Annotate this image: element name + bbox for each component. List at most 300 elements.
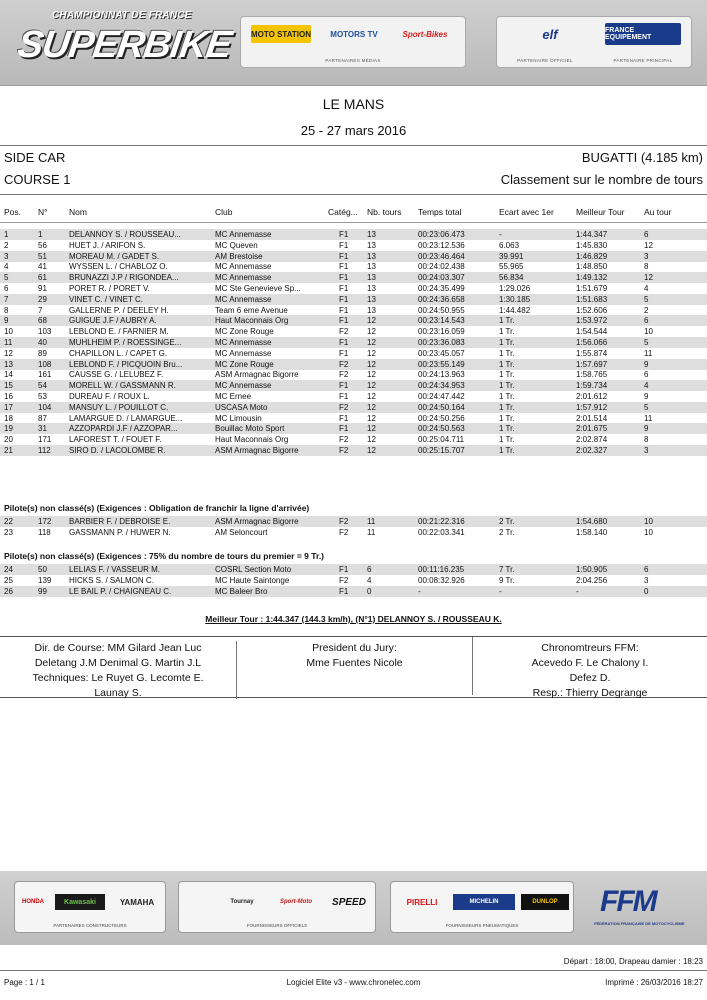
cell-temps: 00:24:50.955 <box>418 305 465 315</box>
cell-au-tour: 4 <box>644 284 649 293</box>
kawasaki-logo: Kawasaki <box>55 894 105 910</box>
cell-best: 1:51.683 <box>576 294 608 304</box>
cell-temps: 00:23:14.543 <box>418 316 465 326</box>
cell-best: 1:59.734 <box>576 381 608 391</box>
cell-num: 1 <box>38 230 43 239</box>
event-venue: LE MANS <box>322 96 385 112</box>
cell-temps: 00:24:50.256 <box>418 413 465 423</box>
cell-best: 1:54.680 <box>576 517 608 526</box>
cell-tours: 11 <box>367 527 376 537</box>
cell-best: 1:58.765 <box>576 370 608 380</box>
cell-cat: F2 <box>339 327 349 337</box>
cell-nom: VINET C. / VINET C. <box>69 294 143 304</box>
cell-ecart: 1 Tr. <box>499 316 515 326</box>
cell-pos: 1 <box>4 230 9 239</box>
official-line: Acevedo F. Le Chalony I. <box>531 657 649 669</box>
cell-cat: F1 <box>339 381 349 391</box>
cell-temps: 00:24:02.438 <box>418 262 465 272</box>
official-line: President du Jury: <box>312 642 397 654</box>
software-credit: Logiciel Elite v3 - www.chronelec.com <box>286 978 421 987</box>
cell-club: AM Seloncourt <box>215 527 268 537</box>
cell-tours: 12 <box>367 446 376 455</box>
cell-nom: CAUSSE G. / LELUBEZ F. <box>69 370 164 380</box>
official-line: Launay S. <box>94 687 142 699</box>
page-number: Page : 1 / 1 <box>4 978 45 987</box>
cell-au-tour: 3 <box>644 251 649 261</box>
dunlop-logo: DUNLOP <box>521 894 569 910</box>
yamaha-logo: YAMAHA <box>119 897 155 907</box>
cell-num: 31 <box>38 424 47 434</box>
cell-pos: 6 <box>4 284 9 293</box>
cell-cat: F1 <box>339 305 349 315</box>
cell-pos: 16 <box>4 392 13 401</box>
cell-au-tour: 3 <box>644 446 649 455</box>
pirelli-logo: PIRELLI <box>406 897 438 907</box>
cell-tours: 12 <box>367 424 376 434</box>
cell-best: 1:55.874 <box>576 348 608 358</box>
col-header-au-tour: Au tour <box>644 207 672 217</box>
cell-ecart: 1 Tr. <box>499 413 515 423</box>
divider <box>0 145 707 146</box>
cell-pos: 19 <box>4 424 13 434</box>
race-direction <box>0 641 236 701</box>
cell-tours: 12 <box>367 348 376 358</box>
cell-pos: 25 <box>4 575 13 585</box>
official-partner-caption: PARTENAIRE OFFICIEL <box>517 58 573 63</box>
cell-au-tour: 6 <box>644 565 649 574</box>
cell-nom: DUREAU F. / ROUX L. <box>69 392 150 401</box>
cell-temps: 00:24:13.963 <box>418 370 465 380</box>
cell-temps: 00:24:34.953 <box>418 381 465 391</box>
cell-best: - <box>576 586 579 596</box>
table-row <box>0 305 707 316</box>
cell-best: 1:45.830 <box>576 240 608 250</box>
cell-tours: 13 <box>367 240 376 250</box>
cell-num: 91 <box>38 284 47 293</box>
constructors-caption: PARTENAIRES CONSTRUCTEURS <box>53 923 127 928</box>
cell-temps: 00:23:46.464 <box>418 251 465 261</box>
cell-tours: 13 <box>367 294 376 304</box>
cell-nom: MORELL W. / GASSMANN R. <box>69 381 176 391</box>
table-row <box>0 527 707 538</box>
cell-au-tour: 5 <box>644 294 649 304</box>
cell-cat: F2 <box>339 517 349 526</box>
cell-temps: 00:22:03.341 <box>418 527 465 537</box>
cell-tours: 12 <box>367 413 376 423</box>
cell-best: 1:53.972 <box>576 316 608 326</box>
cell-au-tour: 4 <box>644 381 649 391</box>
table-row <box>0 380 707 391</box>
cell-nom: HUET J. / ARIFON S. <box>69 240 146 250</box>
cell-tours: 13 <box>367 284 376 293</box>
cell-nom: WYSSEN L. / CHABLOZ O. <box>69 262 168 272</box>
table-row <box>0 413 707 424</box>
cell-cat: F1 <box>339 413 349 423</box>
divider <box>0 222 707 223</box>
print-date: Imprimé : 26/03/2016 18:27 <box>605 978 703 987</box>
cell-au-tour: 6 <box>644 370 649 380</box>
cell-nom: SIRO D. / LACOLOMBE R. <box>69 446 166 455</box>
col-header-tours: Nb. tours <box>367 207 402 217</box>
col-header-cat: Catég... <box>328 207 358 217</box>
col-header-temps: Temps total <box>418 207 462 217</box>
cell-club: MC Annemasse <box>215 381 272 391</box>
table-row <box>0 240 707 251</box>
main-partner-caption: PARTENAIRE PRINCIPAL <box>613 58 673 63</box>
official-line: Dir. de Course: MM Gilard Jean Luc <box>34 642 202 654</box>
cell-tours: 13 <box>367 262 376 272</box>
cell-num: 56 <box>38 240 47 250</box>
cell-temps: 00:25:04.711 <box>418 435 465 445</box>
cell-nom: DELANNOY S. / ROUSSEAU... <box>69 230 181 239</box>
cell-au-tour: 5 <box>644 402 649 412</box>
cell-ecart: 1 Tr. <box>499 381 515 391</box>
cell-pos: 21 <box>4 446 13 455</box>
cell-best: 2:01.675 <box>576 424 608 434</box>
suppliers-panel <box>178 881 376 933</box>
cell-nom: MOREAU M. / GADET S. <box>69 251 160 261</box>
cell-num: 139 <box>38 575 52 585</box>
divider <box>0 194 707 195</box>
cell-nom: LAMARGUE D. / LAMARGUE... <box>69 413 183 423</box>
cell-au-tour: 12 <box>644 273 653 283</box>
cell-ecart: 9 Tr. <box>499 575 515 585</box>
cell-pos: 24 <box>4 565 13 574</box>
col-header-best: Meilleur Tour <box>576 207 625 217</box>
table-row <box>0 434 707 445</box>
cell-ecart: 7 Tr. <box>499 565 515 574</box>
cell-au-tour: 10 <box>644 327 653 337</box>
cell-pos: 23 <box>4 527 13 537</box>
cell-best: 2:01.612 <box>576 392 608 401</box>
superbike-logo <box>14 6 234 78</box>
cell-num: 40 <box>38 338 47 347</box>
cell-au-tour: 6 <box>644 316 649 326</box>
table-row <box>0 575 707 586</box>
official-line: Resp.: Thierry Degrange <box>532 687 648 699</box>
cell-pos: 22 <box>4 517 13 526</box>
cell-nom: CHAPILLON L. / CAPET G. <box>69 348 168 358</box>
cell-au-tour: 9 <box>644 392 649 401</box>
cell-ecart: 1:30.185 <box>499 294 531 304</box>
cell-temps: 00:24:36.658 <box>418 294 465 304</box>
official-line: Chronomtreurs FFM: <box>541 642 639 654</box>
cell-num: 99 <box>38 586 47 596</box>
cell-au-tour: 11 <box>644 413 653 423</box>
cell-pos: 13 <box>4 359 13 369</box>
best-lap-summary: Meilleur Tour : 1:44.347 (144.3 km/h), (N°1) DELANNOY S. / ROUSSEAU K. <box>205 614 502 624</box>
cell-cat: F1 <box>339 316 349 326</box>
table-row <box>0 564 707 575</box>
cell-nom: BRUNAZZI J.P / RIGONDEA... <box>69 273 179 283</box>
cell-club: Haut Maconnais Org <box>215 435 289 445</box>
cell-ecart: 1 Tr. <box>499 348 515 358</box>
cell-au-tour: 6 <box>644 230 649 239</box>
cell-best: 2:01.514 <box>576 413 608 423</box>
cell-ecart: 1 Tr. <box>499 446 515 455</box>
cell-cat: F1 <box>339 284 349 293</box>
table-row <box>0 359 707 370</box>
motors-tv-logo: MOTORS TV <box>330 29 378 39</box>
cell-temps: 00:11:16.235 <box>418 565 465 574</box>
divider <box>0 970 707 971</box>
cell-best: 1:48.850 <box>576 262 608 272</box>
cell-ecart: 1:29.026 <box>499 284 531 293</box>
cell-ecart: 56.834 <box>499 273 524 283</box>
cell-num: 161 <box>38 370 52 380</box>
cell-temps: - <box>418 586 421 596</box>
tyres-caption: FOURNISSEURS PNEUMATIQUES <box>445 923 519 928</box>
cell-num: 108 <box>38 359 52 369</box>
table-row <box>0 251 707 262</box>
jury-president <box>236 641 472 699</box>
cell-num: 50 <box>38 565 47 574</box>
cell-pos: 15 <box>4 381 13 391</box>
cell-nom: GALLERNE P. / DEELEY H. <box>69 305 169 315</box>
race-name: COURSE 1 <box>4 172 71 187</box>
cell-club: MC Annemasse <box>215 294 272 304</box>
cell-nom: GUIGUE J.F / AUBRY A. <box>69 316 157 326</box>
cell-ecart: 1 Tr. <box>499 402 515 412</box>
event-dates: 25 - 27 mars 2016 <box>300 123 407 138</box>
cell-pos: 26 <box>4 586 13 596</box>
cell-temps: 00:23:16.059 <box>418 327 465 337</box>
cell-best: 1:50.905 <box>576 565 608 574</box>
cell-ecart: 1:44.482 <box>499 305 531 315</box>
cell-nom: LEBLOND E. / FARNIER M. <box>69 327 169 337</box>
cell-num: 103 <box>38 327 52 337</box>
cell-au-tour: 5 <box>644 338 649 347</box>
cell-ecart: 1 Tr. <box>499 435 515 445</box>
moto-station-logo: MOTO STATION <box>251 25 311 43</box>
cell-num: 87 <box>38 413 47 423</box>
cell-num: 53 <box>38 392 47 401</box>
table-row <box>0 445 707 456</box>
logo-championship-text: CHAMPIONNAT DE FRANCE <box>52 10 192 21</box>
cell-cat: F2 <box>339 402 349 412</box>
cell-ecart: - <box>499 586 502 596</box>
cell-num: 112 <box>38 446 51 455</box>
cell-club: ASM Armagnac Bigorre <box>215 370 299 380</box>
cell-nom: PORET R. / PORET V. <box>69 284 150 293</box>
cell-cat: F2 <box>339 359 349 369</box>
cell-nom: LE BAIL P. / CHAIGNEAU C. <box>69 586 172 596</box>
cell-ecart: 1 Tr. <box>499 359 515 369</box>
tournay-logo: Tournay <box>230 899 254 905</box>
suppliers-caption: FOURNISSEURS OFFICIELS <box>246 923 308 928</box>
official-line: Mme Fuentes Nicole <box>306 657 403 669</box>
cell-num: 118 <box>38 527 51 537</box>
cell-pos: 2 <box>4 240 9 250</box>
michelin-logo: MICHELIN <box>453 894 515 910</box>
elf-logo: elf <box>542 26 558 42</box>
cell-best: 1:46.829 <box>576 251 608 261</box>
cell-pos: 20 <box>4 435 13 445</box>
cell-club: COSRL Section Moto <box>215 565 292 574</box>
cell-club: MC Annemasse <box>215 230 272 239</box>
cell-club: MC Baleer Bro <box>215 586 268 596</box>
sport-moto-logo: Sport-Moto <box>280 899 312 905</box>
col-header-club: Club <box>215 207 233 217</box>
col-header-pos: Pos. <box>4 207 22 217</box>
cell-tours: 12 <box>367 327 376 337</box>
media-partners-caption: PARTENAIRES MÉDIAS <box>325 58 381 63</box>
table-row <box>0 516 707 527</box>
cell-nom: GASSMANN P. / HUWER N. <box>69 527 171 537</box>
cell-nom: LEBLOND F. / PICQUOIN Bru... <box>69 359 183 369</box>
cell-cat: F1 <box>339 565 349 574</box>
cell-cat: F1 <box>339 240 349 250</box>
col-header-ecart: Ecart avec 1er <box>499 207 554 217</box>
cell-club: MC Annemasse <box>215 262 272 272</box>
official-line: Defez D. <box>569 672 611 684</box>
constructors-panel <box>14 881 166 933</box>
unclassified-label-2: Pilote(s) non classé(s) (Exigences : 75% du nombre de tours du premier = 9 Tr.) <box>4 551 325 561</box>
cell-best: 1:54.544 <box>576 327 608 337</box>
cell-temps: 00:23:06.473 <box>418 230 465 239</box>
timekeepers <box>472 637 707 699</box>
table-row <box>0 337 707 348</box>
cell-num: 61 <box>38 273 47 283</box>
cell-num: 172 <box>38 517 52 526</box>
ffm-logo-caption: FÉDÉRATION FRANÇAISE DE MOTOCYCLISME <box>594 921 685 926</box>
media-partners-panel <box>240 16 466 68</box>
cell-pos: 17 <box>4 402 13 412</box>
official-line: Deletang J.M Denimal G. Martin J.L <box>34 657 202 669</box>
cell-club: ASM Armagnac Bigorre <box>215 517 299 526</box>
cell-pos: 11 <box>4 338 13 347</box>
table-row <box>0 315 707 326</box>
cell-best: 1:49.132 <box>576 273 608 283</box>
table-row <box>0 283 707 294</box>
cell-num: 89 <box>38 348 47 358</box>
cell-club: MC Haute Saintonge <box>215 575 290 585</box>
cell-temps: 00:24:35.499 <box>418 284 465 293</box>
cell-au-tour: 3 <box>644 575 649 585</box>
speed-logo: SPEED <box>332 896 366 908</box>
cell-ecart: - <box>499 230 502 239</box>
cell-ecart: 1 Tr. <box>499 392 515 401</box>
cell-cat: F2 <box>339 446 349 455</box>
cell-club: MC Annemasse <box>215 338 272 347</box>
cell-cat: F1 <box>339 348 349 358</box>
cell-au-tour: 9 <box>644 359 649 369</box>
cell-cat: F1 <box>339 251 349 261</box>
cell-nom: HICKS S. / SALMON C. <box>69 575 154 585</box>
cell-pos: 18 <box>4 413 13 423</box>
cell-tours: 4 <box>367 575 372 585</box>
cell-cat: F2 <box>339 435 349 445</box>
cell-cat: F1 <box>339 230 349 239</box>
table-row <box>0 229 707 240</box>
cell-ecart: 2 Tr. <box>499 527 515 537</box>
cell-temps: 00:23:36.083 <box>418 338 465 347</box>
col-header-num: N° <box>38 207 48 217</box>
cell-num: 51 <box>38 251 47 261</box>
cell-temps: 00:24:47.442 <box>418 392 465 401</box>
table-row <box>0 586 707 597</box>
cell-pos: 9 <box>4 316 9 326</box>
cell-cat: F1 <box>339 273 349 283</box>
cell-tours: 12 <box>367 435 376 445</box>
cell-au-tour: 8 <box>644 262 649 272</box>
cell-nom: BARBIER F. / DEBROISE E. <box>69 517 171 526</box>
race-category: SIDE CAR <box>4 150 66 165</box>
cell-ecart: 2 Tr. <box>499 517 515 526</box>
cell-best: 1:58.140 <box>576 527 608 537</box>
cell-club: MC Zone Rouge <box>215 359 274 369</box>
cell-best: 2:02.874 <box>576 435 608 445</box>
cell-ecart: 1 Tr. <box>499 424 515 434</box>
cell-cat: F1 <box>339 424 349 434</box>
table-row <box>0 423 707 434</box>
cell-pos: 14 <box>4 370 13 380</box>
cell-tours: 12 <box>367 370 376 380</box>
cell-nom: LAFOREST T. / FOUET F. <box>69 435 162 445</box>
cell-temps: 00:23:12.536 <box>418 240 465 250</box>
france-equipement-logo: FRANCE EQUIPEMENT <box>605 23 681 45</box>
cell-au-tour: 10 <box>644 527 653 537</box>
cell-best: 2:02.327 <box>576 446 608 455</box>
cell-tours: 12 <box>367 392 376 401</box>
cell-ecart: 39.991 <box>499 251 524 261</box>
cell-best: 1:52.606 <box>576 305 608 315</box>
cell-au-tour: 2 <box>644 305 649 315</box>
cell-pos: 3 <box>4 251 9 261</box>
table-row <box>0 272 707 283</box>
table-row <box>0 326 707 337</box>
cell-pos: 5 <box>4 273 9 283</box>
cell-best: 1:57.912 <box>576 402 608 412</box>
main-partners-panel <box>496 16 692 68</box>
cell-club: Team 6 eme Avenue <box>215 305 288 315</box>
cell-cat: F1 <box>339 294 349 304</box>
cell-best: 1:51.679 <box>576 284 608 293</box>
official-line: Techniques: Le Ruyet G. Lecomte E. <box>32 672 204 684</box>
table-row <box>0 391 707 402</box>
table-row <box>0 348 707 359</box>
table-row <box>0 294 707 305</box>
cell-num: 7 <box>38 305 43 315</box>
cell-cat: F1 <box>339 586 349 596</box>
cell-temps: 00:23:55.149 <box>418 359 465 369</box>
cell-au-tour: 8 <box>644 435 649 445</box>
table-row <box>0 369 707 380</box>
cell-ecart: 6.063 <box>499 240 520 250</box>
cell-au-tour: 12 <box>644 240 653 250</box>
cell-cat: F1 <box>339 262 349 272</box>
ranking-type: Classement sur le nombre de tours <box>500 172 703 187</box>
cell-tours: 0 <box>367 586 372 596</box>
table-row <box>0 261 707 272</box>
cell-club: MC Annemasse <box>215 348 272 358</box>
cell-tours: 12 <box>367 381 376 391</box>
cell-temps: 00:08:32.926 <box>418 575 465 585</box>
cell-club: USCASA Moto <box>215 402 268 412</box>
cell-pos: 12 <box>4 348 13 358</box>
cell-num: 41 <box>38 262 47 272</box>
results-table-header <box>0 207 707 219</box>
cell-pos: 10 <box>4 327 13 337</box>
cell-tours: 13 <box>367 305 376 315</box>
cell-num: 171 <box>38 435 52 445</box>
cell-tours: 11 <box>367 517 376 526</box>
cell-pos: 8 <box>4 305 9 315</box>
cell-ecart: 1 Tr. <box>499 370 515 380</box>
cell-tours: 6 <box>367 565 372 574</box>
cell-temps: 00:25:15.707 <box>418 446 465 455</box>
cell-temps: 00:23:45.057 <box>418 348 465 358</box>
